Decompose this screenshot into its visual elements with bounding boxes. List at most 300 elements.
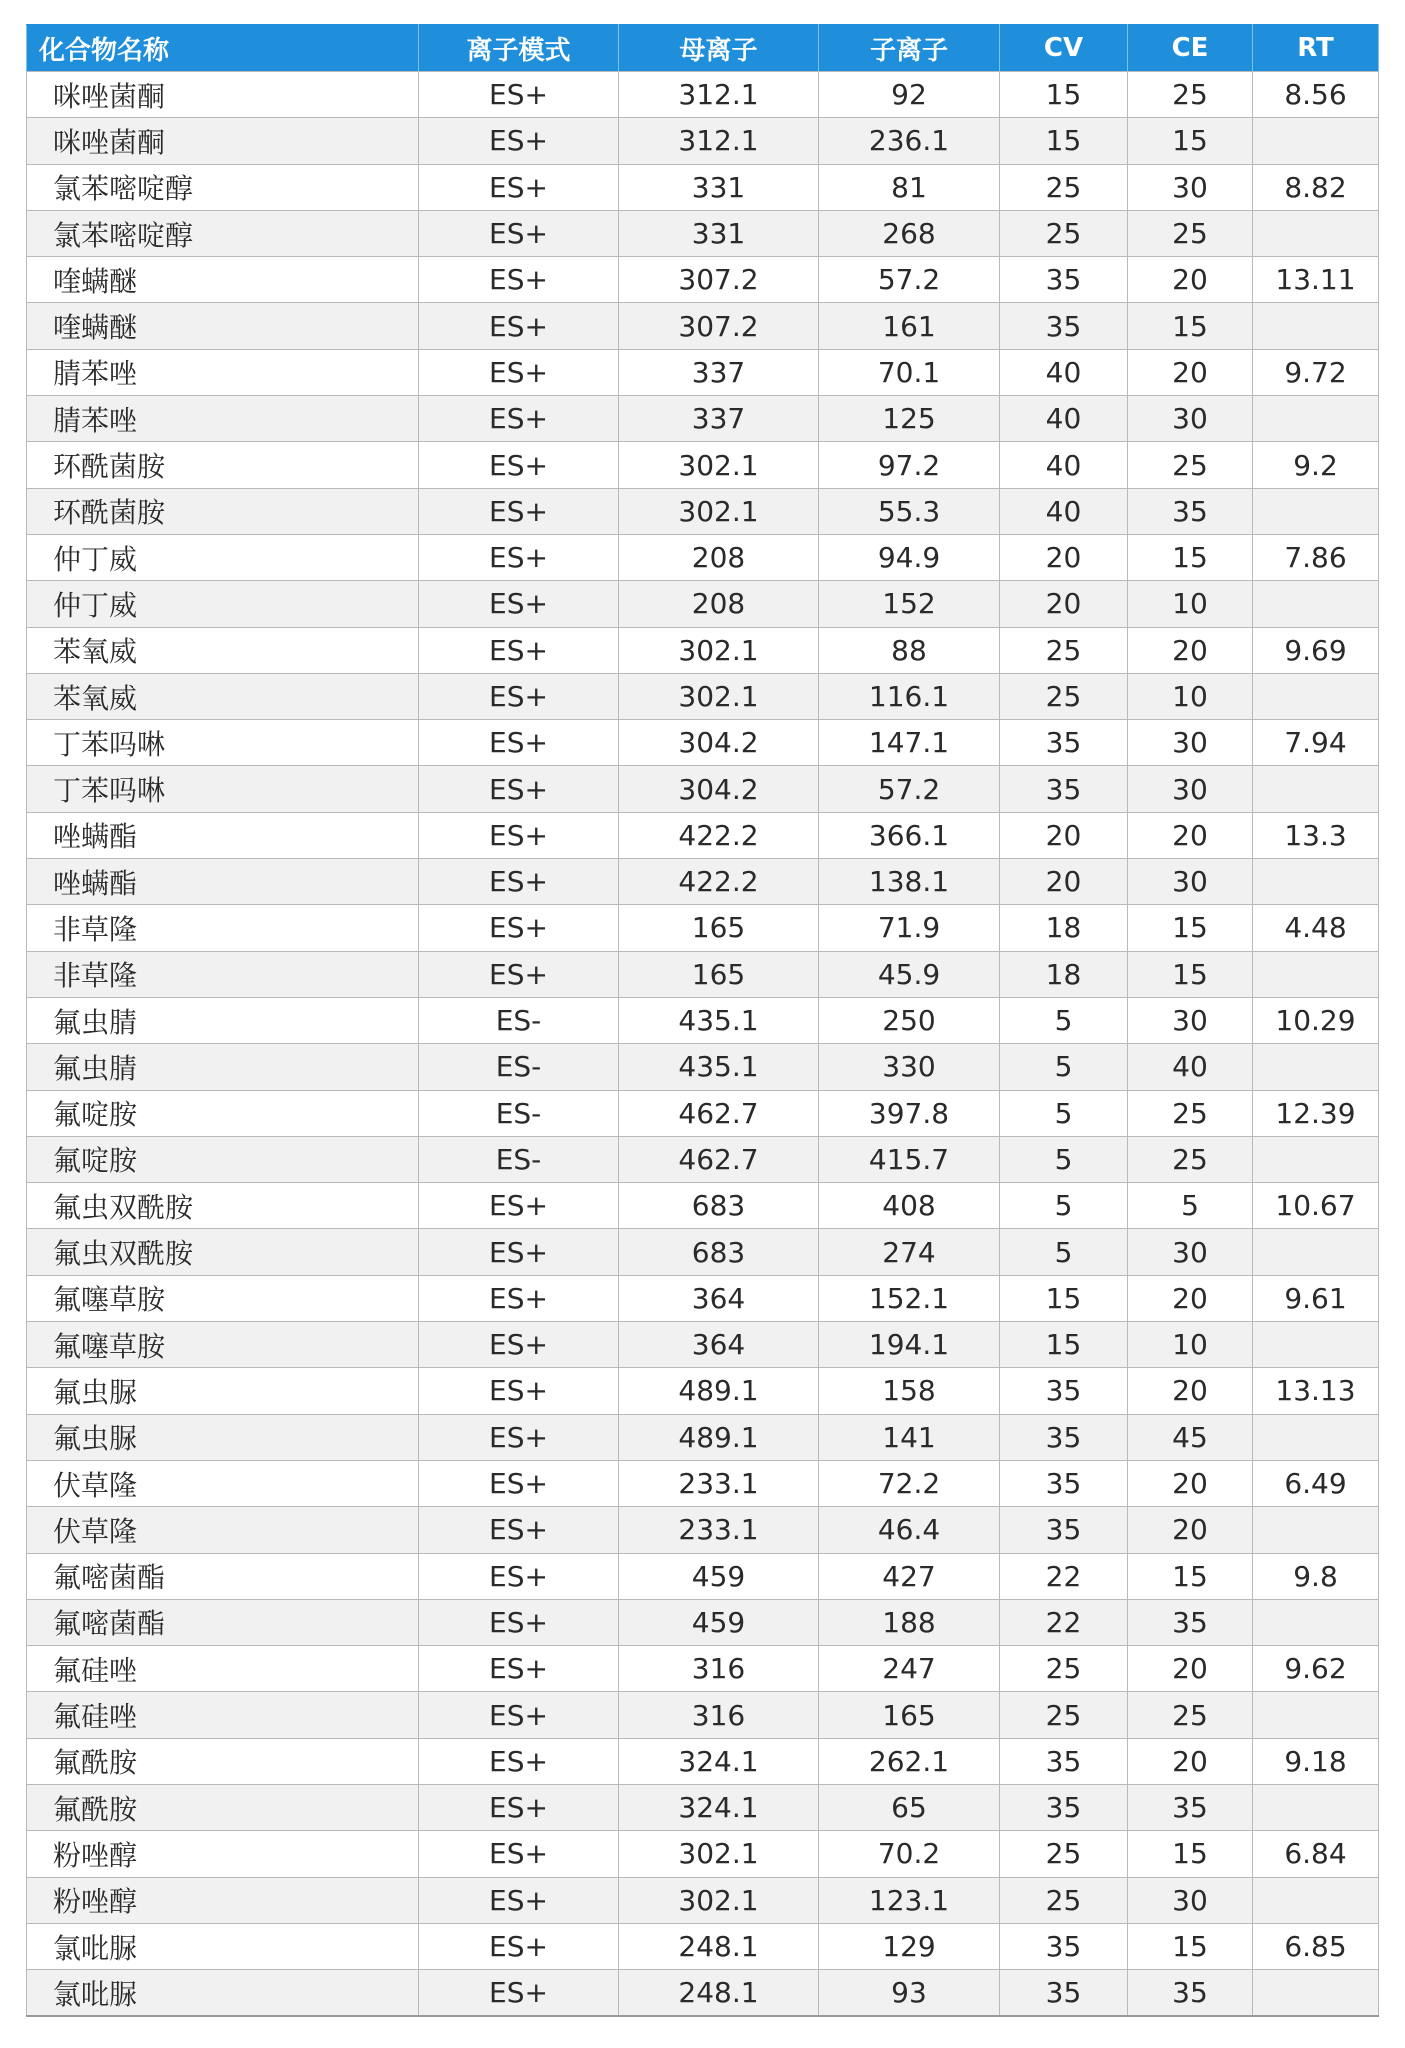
table-row <box>27 118 1379 164</box>
cell-cv: 5 <box>1000 1136 1128 1182</box>
cell-rt <box>1253 1970 1379 2017</box>
table-row <box>27 1229 1379 1275</box>
cell-cv: 35 <box>1000 1507 1128 1553</box>
cell-compound-name: 粉唑醇 <box>27 1877 419 1923</box>
cell-ce: 10 <box>1128 581 1253 627</box>
cell-compound-name: 丁苯吗啉 <box>27 766 419 812</box>
header-rt: RT <box>1253 25 1379 72</box>
cell-precursor-ion: 364 <box>619 1275 819 1321</box>
cell-ce: 25 <box>1128 442 1253 488</box>
cell-cv: 15 <box>1000 118 1128 164</box>
cell-product-ion: 408 <box>819 1183 1000 1229</box>
cell-compound-name: 苯氧威 <box>27 627 419 673</box>
cell-cv: 25 <box>1000 210 1128 256</box>
cell-cv: 22 <box>1000 1599 1128 1645</box>
cell-ion-mode: ES+ <box>419 905 619 951</box>
cell-compound-name: 丁苯吗啉 <box>27 720 419 766</box>
cell-rt: 7.86 <box>1253 534 1379 580</box>
cell-cv: 35 <box>1000 1970 1128 2017</box>
cell-ce: 40 <box>1128 1044 1253 1090</box>
cell-product-ion: 72.2 <box>819 1460 1000 1506</box>
cell-rt: 7.94 <box>1253 720 1379 766</box>
cell-ion-mode: ES+ <box>419 442 619 488</box>
cell-precursor-ion: 331 <box>619 164 819 210</box>
cell-precursor-ion: 208 <box>619 534 819 580</box>
table-row <box>27 1460 1379 1506</box>
cell-ion-mode: ES+ <box>419 1692 619 1738</box>
table-row <box>27 1923 1379 1969</box>
cell-cv: 35 <box>1000 1738 1128 1784</box>
table-header-row <box>27 25 1379 72</box>
cell-ce: 30 <box>1128 766 1253 812</box>
cell-cv: 5 <box>1000 997 1128 1043</box>
cell-compound-name: 粉唑醇 <box>27 1831 419 1877</box>
cell-compound-name: 氟虫双酰胺 <box>27 1183 419 1229</box>
cell-precursor-ion: 364 <box>619 1322 819 1368</box>
cell-cv: 5 <box>1000 1090 1128 1136</box>
cell-rt: 9.69 <box>1253 627 1379 673</box>
cell-ion-mode: ES+ <box>419 1970 619 2017</box>
cell-ce: 15 <box>1128 118 1253 164</box>
cell-compound-name: 氯苯嘧啶醇 <box>27 210 419 256</box>
cell-ion-mode: ES+ <box>419 1183 619 1229</box>
cell-product-ion: 161 <box>819 303 1000 349</box>
cell-cv: 35 <box>1000 1414 1128 1460</box>
cell-precursor-ion: 165 <box>619 905 819 951</box>
cell-ion-mode: ES- <box>419 1044 619 1090</box>
cell-rt: 8.82 <box>1253 164 1379 210</box>
cell-product-ion: 97.2 <box>819 442 1000 488</box>
cell-cv: 35 <box>1000 257 1128 303</box>
cell-cv: 20 <box>1000 534 1128 580</box>
cell-rt: 8.56 <box>1253 72 1379 118</box>
cell-compound-name: 氟嘧菌酯 <box>27 1553 419 1599</box>
cell-cv: 20 <box>1000 812 1128 858</box>
cell-compound-name: 氟虫腈 <box>27 1044 419 1090</box>
cell-cv: 40 <box>1000 442 1128 488</box>
cell-cv: 15 <box>1000 72 1128 118</box>
cell-precursor-ion: 307.2 <box>619 257 819 303</box>
cell-compound-name: 仲丁威 <box>27 581 419 627</box>
cell-ce: 25 <box>1128 1692 1253 1738</box>
cell-rt: 6.49 <box>1253 1460 1379 1506</box>
table-row <box>27 210 1379 256</box>
cell-compound-name: 伏草隆 <box>27 1507 419 1553</box>
table-row <box>27 951 1379 997</box>
cell-ce: 25 <box>1128 72 1253 118</box>
table-row <box>27 1507 1379 1553</box>
cell-product-ion: 92 <box>819 72 1000 118</box>
cell-ce: 20 <box>1128 1368 1253 1414</box>
cell-precursor-ion: 304.2 <box>619 766 819 812</box>
cell-ce: 20 <box>1128 1275 1253 1321</box>
header-compound-name: 化合物名称 <box>27 25 419 72</box>
cell-rt: 13.3 <box>1253 812 1379 858</box>
cell-cv: 25 <box>1000 627 1128 673</box>
cell-rt <box>1253 1322 1379 1368</box>
cell-ce: 30 <box>1128 997 1253 1043</box>
table-row <box>27 905 1379 951</box>
cell-compound-name: 氟啶胺 <box>27 1136 419 1182</box>
cell-compound-name: 腈苯唑 <box>27 349 419 395</box>
compound-parameters-table <box>26 24 1379 2017</box>
cell-rt <box>1253 1784 1379 1830</box>
cell-precursor-ion: 302.1 <box>619 488 819 534</box>
cell-ce: 20 <box>1128 1460 1253 1506</box>
cell-product-ion: 268 <box>819 210 1000 256</box>
cell-ion-mode: ES+ <box>419 1599 619 1645</box>
table-row <box>27 812 1379 858</box>
cell-product-ion: 55.3 <box>819 488 1000 534</box>
table-row <box>27 257 1379 303</box>
cell-precursor-ion: 459 <box>619 1599 819 1645</box>
cell-precursor-ion: 312.1 <box>619 72 819 118</box>
cell-cv: 35 <box>1000 766 1128 812</box>
cell-ion-mode: ES+ <box>419 1507 619 1553</box>
cell-ion-mode: ES+ <box>419 720 619 766</box>
cell-cv: 5 <box>1000 1044 1128 1090</box>
cell-compound-name: 氟虫双酰胺 <box>27 1229 419 1275</box>
cell-rt: 9.62 <box>1253 1646 1379 1692</box>
cell-ion-mode: ES+ <box>419 859 619 905</box>
cell-ce: 35 <box>1128 1599 1253 1645</box>
cell-cv: 35 <box>1000 1784 1128 1830</box>
cell-ce: 35 <box>1128 1970 1253 2017</box>
cell-product-ion: 94.9 <box>819 534 1000 580</box>
cell-ce: 20 <box>1128 1646 1253 1692</box>
cell-precursor-ion: 312.1 <box>619 118 819 164</box>
cell-ion-mode: ES+ <box>419 951 619 997</box>
cell-compound-name: 氯苯嘧啶醇 <box>27 164 419 210</box>
cell-cv: 25 <box>1000 1831 1128 1877</box>
cell-ce: 15 <box>1128 303 1253 349</box>
cell-ion-mode: ES+ <box>419 72 619 118</box>
cell-compound-name: 氟酰胺 <box>27 1784 419 1830</box>
cell-product-ion: 250 <box>819 997 1000 1043</box>
cell-compound-name: 喹螨醚 <box>27 257 419 303</box>
cell-ion-mode: ES- <box>419 997 619 1043</box>
cell-product-ion: 57.2 <box>819 257 1000 303</box>
cell-rt <box>1253 1599 1379 1645</box>
cell-product-ion: 45.9 <box>819 951 1000 997</box>
cell-precursor-ion: 302.1 <box>619 1831 819 1877</box>
table-row <box>27 997 1379 1043</box>
cell-cv: 25 <box>1000 1692 1128 1738</box>
table-row <box>27 720 1379 766</box>
cell-precursor-ion: 316 <box>619 1692 819 1738</box>
cell-precursor-ion: 489.1 <box>619 1368 819 1414</box>
cell-compound-name: 伏草隆 <box>27 1460 419 1506</box>
cell-ion-mode: ES+ <box>419 581 619 627</box>
cell-precursor-ion: 422.2 <box>619 859 819 905</box>
cell-ce: 25 <box>1128 1136 1253 1182</box>
cell-rt <box>1253 1136 1379 1182</box>
cell-precursor-ion: 248.1 <box>619 1970 819 2017</box>
table-row <box>27 164 1379 210</box>
cell-ce: 15 <box>1128 905 1253 951</box>
cell-precursor-ion: 304.2 <box>619 720 819 766</box>
cell-rt <box>1253 673 1379 719</box>
cell-rt <box>1253 1507 1379 1553</box>
cell-cv: 35 <box>1000 303 1128 349</box>
cell-ce: 15 <box>1128 1923 1253 1969</box>
cell-ce: 20 <box>1128 627 1253 673</box>
cell-ce: 20 <box>1128 349 1253 395</box>
cell-rt: 9.61 <box>1253 1275 1379 1321</box>
cell-cv: 40 <box>1000 396 1128 442</box>
table-row <box>27 396 1379 442</box>
cell-compound-name: 氟嘧菌酯 <box>27 1599 419 1645</box>
cell-precursor-ion: 208 <box>619 581 819 627</box>
table-row <box>27 1090 1379 1136</box>
cell-compound-name: 环酰菌胺 <box>27 442 419 488</box>
cell-ce: 30 <box>1128 396 1253 442</box>
table-row <box>27 859 1379 905</box>
cell-cv: 20 <box>1000 859 1128 905</box>
cell-product-ion: 116.1 <box>819 673 1000 719</box>
table-row <box>27 1599 1379 1645</box>
table-body <box>27 72 1379 2017</box>
table-row <box>27 673 1379 719</box>
cell-ion-mode: ES+ <box>419 1553 619 1599</box>
table-row <box>27 627 1379 673</box>
table-row <box>27 1322 1379 1368</box>
table-row <box>27 442 1379 488</box>
cell-product-ion: 71.9 <box>819 905 1000 951</box>
header-precursor-ion: 母离子 <box>619 25 819 72</box>
table-row <box>27 1646 1379 1692</box>
cell-product-ion: 330 <box>819 1044 1000 1090</box>
cell-ion-mode: ES+ <box>419 303 619 349</box>
cell-compound-name: 氟硅唑 <box>27 1646 419 1692</box>
cell-rt: 10.67 <box>1253 1183 1379 1229</box>
cell-rt <box>1253 118 1379 164</box>
cell-precursor-ion: 462.7 <box>619 1136 819 1182</box>
cell-product-ion: 247 <box>819 1646 1000 1692</box>
cell-rt <box>1253 303 1379 349</box>
cell-ce: 30 <box>1128 720 1253 766</box>
cell-compound-name: 喹螨醚 <box>27 303 419 349</box>
table-row <box>27 534 1379 580</box>
cell-ion-mode: ES+ <box>419 396 619 442</box>
table-row <box>27 1275 1379 1321</box>
cell-rt: 4.48 <box>1253 905 1379 951</box>
cell-cv: 35 <box>1000 1460 1128 1506</box>
cell-rt: 6.84 <box>1253 1831 1379 1877</box>
cell-product-ion: 427 <box>819 1553 1000 1599</box>
cell-ce: 10 <box>1128 673 1253 719</box>
cell-rt: 9.18 <box>1253 1738 1379 1784</box>
cell-compound-name: 唑螨酯 <box>27 812 419 858</box>
table-row <box>27 1784 1379 1830</box>
cell-ion-mode: ES+ <box>419 1738 619 1784</box>
cell-ion-mode: ES+ <box>419 812 619 858</box>
cell-rt <box>1253 396 1379 442</box>
cell-product-ion: 81 <box>819 164 1000 210</box>
cell-ce: 20 <box>1128 1738 1253 1784</box>
cell-ion-mode: ES+ <box>419 1322 619 1368</box>
cell-product-ion: 194.1 <box>819 1322 1000 1368</box>
cell-rt: 6.85 <box>1253 1923 1379 1969</box>
cell-ce: 30 <box>1128 1877 1253 1923</box>
cell-precursor-ion: 307.2 <box>619 303 819 349</box>
cell-precursor-ion: 302.1 <box>619 442 819 488</box>
cell-ce: 10 <box>1128 1322 1253 1368</box>
table-row <box>27 1831 1379 1877</box>
cell-ion-mode: ES+ <box>419 1368 619 1414</box>
cell-ion-mode: ES+ <box>419 1646 619 1692</box>
table-row <box>27 72 1379 118</box>
table-row <box>27 1368 1379 1414</box>
cell-rt <box>1253 488 1379 534</box>
cell-rt: 9.2 <box>1253 442 1379 488</box>
cell-ion-mode: ES+ <box>419 164 619 210</box>
cell-rt <box>1253 1229 1379 1275</box>
cell-ion-mode: ES+ <box>419 1460 619 1506</box>
cell-cv: 25 <box>1000 164 1128 210</box>
cell-product-ion: 125 <box>819 396 1000 442</box>
table-row <box>27 1183 1379 1229</box>
cell-precursor-ion: 337 <box>619 349 819 395</box>
cell-cv: 25 <box>1000 673 1128 719</box>
cell-product-ion: 188 <box>819 1599 1000 1645</box>
cell-ce: 35 <box>1128 1784 1253 1830</box>
cell-precursor-ion: 233.1 <box>619 1507 819 1553</box>
cell-compound-name: 氟虫脲 <box>27 1368 419 1414</box>
cell-product-ion: 152.1 <box>819 1275 1000 1321</box>
cell-compound-name: 咪唑菌酮 <box>27 118 419 164</box>
cell-precursor-ion: 165 <box>619 951 819 997</box>
table-row <box>27 1738 1379 1784</box>
cell-precursor-ion: 302.1 <box>619 1877 819 1923</box>
cell-product-ion: 70.2 <box>819 1831 1000 1877</box>
cell-precursor-ion: 683 <box>619 1183 819 1229</box>
table-row <box>27 1414 1379 1460</box>
cell-ion-mode: ES+ <box>419 1877 619 1923</box>
table-row <box>27 1044 1379 1090</box>
cell-precursor-ion: 324.1 <box>619 1738 819 1784</box>
table-row <box>27 1970 1379 2017</box>
cell-rt <box>1253 1414 1379 1460</box>
cell-rt: 9.72 <box>1253 349 1379 395</box>
cell-compound-name: 非草隆 <box>27 905 419 951</box>
cell-ion-mode: ES+ <box>419 627 619 673</box>
cell-cv: 40 <box>1000 349 1128 395</box>
cell-product-ion: 165 <box>819 1692 1000 1738</box>
cell-cv: 20 <box>1000 581 1128 627</box>
header-cv: CV <box>1000 25 1128 72</box>
cell-ce: 15 <box>1128 534 1253 580</box>
cell-compound-name: 氟硅唑 <box>27 1692 419 1738</box>
cell-compound-name: 氟啶胺 <box>27 1090 419 1136</box>
cell-precursor-ion: 435.1 <box>619 997 819 1043</box>
header-product-ion: 子离子 <box>819 25 1000 72</box>
cell-ion-mode: ES+ <box>419 257 619 303</box>
cell-ce: 15 <box>1128 951 1253 997</box>
table-row <box>27 1877 1379 1923</box>
cell-ce: 30 <box>1128 859 1253 905</box>
cell-precursor-ion: 337 <box>619 396 819 442</box>
cell-precursor-ion: 248.1 <box>619 1923 819 1969</box>
table-row <box>27 581 1379 627</box>
cell-product-ion: 236.1 <box>819 118 1000 164</box>
cell-ce: 20 <box>1128 812 1253 858</box>
cell-precursor-ion: 459 <box>619 1553 819 1599</box>
cell-compound-name: 咪唑菌酮 <box>27 72 419 118</box>
cell-product-ion: 129 <box>819 1923 1000 1969</box>
table-row <box>27 1692 1379 1738</box>
cell-compound-name: 氯吡脲 <box>27 1970 419 2017</box>
cell-cv: 15 <box>1000 1275 1128 1321</box>
cell-product-ion: 46.4 <box>819 1507 1000 1553</box>
table-row <box>27 349 1379 395</box>
table-row <box>27 1553 1379 1599</box>
cell-product-ion: 262.1 <box>819 1738 1000 1784</box>
cell-product-ion: 70.1 <box>819 349 1000 395</box>
cell-ion-mode: ES+ <box>419 673 619 719</box>
cell-ion-mode: ES+ <box>419 1414 619 1460</box>
cell-cv: 5 <box>1000 1229 1128 1275</box>
cell-product-ion: 397.8 <box>819 1090 1000 1136</box>
table-row <box>27 303 1379 349</box>
cell-compound-name: 环酰菌胺 <box>27 488 419 534</box>
cell-ce: 30 <box>1128 1229 1253 1275</box>
cell-ce: 25 <box>1128 210 1253 256</box>
cell-ce: 45 <box>1128 1414 1253 1460</box>
cell-precursor-ion: 462.7 <box>619 1090 819 1136</box>
cell-precursor-ion: 302.1 <box>619 627 819 673</box>
cell-cv: 18 <box>1000 905 1128 951</box>
cell-ion-mode: ES+ <box>419 766 619 812</box>
cell-rt <box>1253 951 1379 997</box>
cell-product-ion: 141 <box>819 1414 1000 1460</box>
compound-table-container <box>26 24 1378 2017</box>
cell-compound-name: 氟虫脲 <box>27 1414 419 1460</box>
cell-ce: 20 <box>1128 1507 1253 1553</box>
cell-product-ion: 415.7 <box>819 1136 1000 1182</box>
cell-precursor-ion: 302.1 <box>619 673 819 719</box>
cell-ion-mode: ES+ <box>419 488 619 534</box>
cell-compound-name: 氟噻草胺 <box>27 1322 419 1368</box>
cell-product-ion: 65 <box>819 1784 1000 1830</box>
cell-rt: 9.8 <box>1253 1553 1379 1599</box>
cell-compound-name: 苯氧威 <box>27 673 419 719</box>
cell-rt <box>1253 1044 1379 1090</box>
cell-rt <box>1253 859 1379 905</box>
cell-product-ion: 88 <box>819 627 1000 673</box>
cell-cv: 18 <box>1000 951 1128 997</box>
cell-compound-name: 氟虫腈 <box>27 997 419 1043</box>
cell-compound-name: 非草隆 <box>27 951 419 997</box>
cell-cv: 22 <box>1000 1553 1128 1599</box>
cell-precursor-ion: 683 <box>619 1229 819 1275</box>
cell-rt: 13.11 <box>1253 257 1379 303</box>
table-row <box>27 488 1379 534</box>
cell-ion-mode: ES+ <box>419 1831 619 1877</box>
table-row <box>27 766 1379 812</box>
cell-ce: 30 <box>1128 164 1253 210</box>
cell-precursor-ion: 331 <box>619 210 819 256</box>
cell-rt <box>1253 1692 1379 1738</box>
cell-ion-mode: ES+ <box>419 118 619 164</box>
cell-compound-name: 氟酰胺 <box>27 1738 419 1784</box>
cell-cv: 40 <box>1000 488 1128 534</box>
cell-product-ion: 93 <box>819 1970 1000 2017</box>
cell-ce: 20 <box>1128 257 1253 303</box>
cell-ion-mode: ES+ <box>419 1784 619 1830</box>
cell-compound-name: 仲丁威 <box>27 534 419 580</box>
cell-ce: 35 <box>1128 488 1253 534</box>
